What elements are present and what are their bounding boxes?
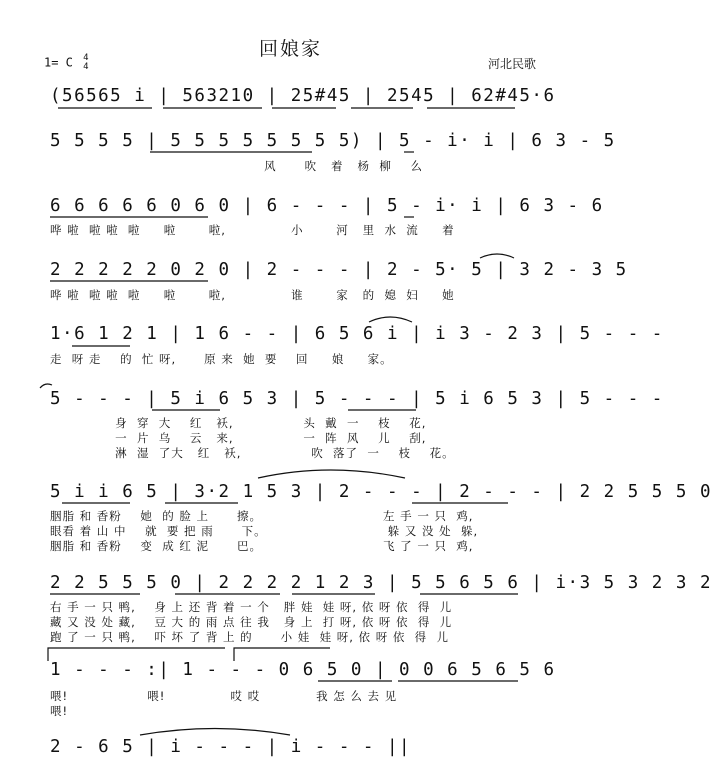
lyric-row-4-line-1: 哗 啦 啦 啦 啦 啦 啦, 谁 家 的 媳 妇 她 (50, 288, 455, 302)
notes-row-1: (56565 i | 563210 | 25#45 | 2545 | 62#45·6 (50, 86, 556, 106)
lyric-row-6-line-3: 淋 湿 了大 红 袄, 吹 落了 一 枝 花。 (50, 446, 455, 460)
notes-row-3: 6 6 6 6 6 0 6 0 | 6 - - - | 5 - i· i | 6 3 - 6 (50, 196, 604, 216)
lyric-row-8-line-1: 右 手 一 只 鸭, 身 上 还 背 着 一 个 胖 娃 娃 呀, 依 呀 依 得 儿 (50, 600, 453, 614)
lyric-row-7-line-1: 胭脂 和 香粉 她 的 脸 上 擦。 左 手 一 只 鸡, (50, 509, 474, 523)
lyric-row-9-line-2: 喂! (50, 704, 69, 718)
lyric-row-2-line-1: 风 吹 着 杨 柳 么 (50, 159, 423, 173)
lyric-row-7-line-3: 胭脂 和 香粉 变 成 红 泥 巴。 飞 了 一 只 鸡, (50, 539, 474, 553)
lyric-row-6-line-2: 一 片 乌 云 来, 一 阵 风 儿 刮, (50, 431, 427, 445)
lyric-row-8-line-3: 跑 了 一 只 鸭, 吓 坏 了 背 上 的 小 娃 娃 呀, 依 呀 依 得 儿 (50, 630, 449, 644)
time-denominator: 4 (83, 62, 89, 72)
notes-row-9: 1 - - - :| 1 - - - 0 6 5 0 | 0 0 6 5 6 5 6 (50, 660, 556, 680)
lyric-row-7-line-2: 眼看 着 山 中 就 要 把 雨 下。 躲 又 没 处 躲, (50, 524, 479, 538)
notes-row-10: 2 - 6 5 | i - - - | i - - - || (50, 737, 412, 757)
notes-row-4: 2 2 2 2 2 0 2 0 | 2 - - - | 2 - 5· 5 | 3 2 - 3 5 (50, 260, 628, 280)
notes-row-5: 1·6 1 2 1 | 1 6 - - | 6 5 6 i | i 3 - 2 3 | 5 - - - (50, 324, 664, 344)
song-title: 回娘家 (258, 38, 322, 60)
lyric-row-8-line-2: 藏 又 没 处 藏, 豆 大 的 雨 点 往 我 身 上 打 呀, 依 呀 依 得 儿 (50, 615, 453, 629)
lyric-row-6-line-1: 身 穿 大 红 袄, 头 戴 一 枝 花, (50, 416, 427, 430)
lyric-row-9-line-1: 喂! 喂! 哎 哎 我 怎 么 去 见 (50, 689, 398, 703)
key-label: 1= C (44, 55, 73, 70)
notes-row-6: 5 - - - | 5 i 6 5 3 | 5 - - - | 5 i 6 5 3 | 5 - - - (50, 389, 664, 409)
notes-row-2: 5 5 5 5 | 5 5 5 5 5 5 5 5) | 5 - i· i | 6 3 - 5 (50, 131, 616, 151)
notes-row-7: 5 i i 6 5 | 3·2 1 5 3 | 2 - - - | 2 - - - | 2 2 5 5 5 0 (50, 482, 712, 502)
time-numerator: 4 (83, 53, 89, 63)
credit-label: 河北民歌 (488, 57, 537, 71)
notes-row-8: 2 2 5 5 5 0 | 2 2 2 2 1 2 3 | 5 5 6 5 6 | i·3 5 3 2 3 2 (50, 573, 712, 593)
lyric-row-3-line-1: 哗 啦 啦 啦 啦 啦 啦, 小 河 里 水 流 着 (50, 223, 455, 237)
lyric-row-5-line-1: 走 呀 走 的 忙 呀, 原 来 她 要 回 娘 家。 (50, 352, 393, 366)
